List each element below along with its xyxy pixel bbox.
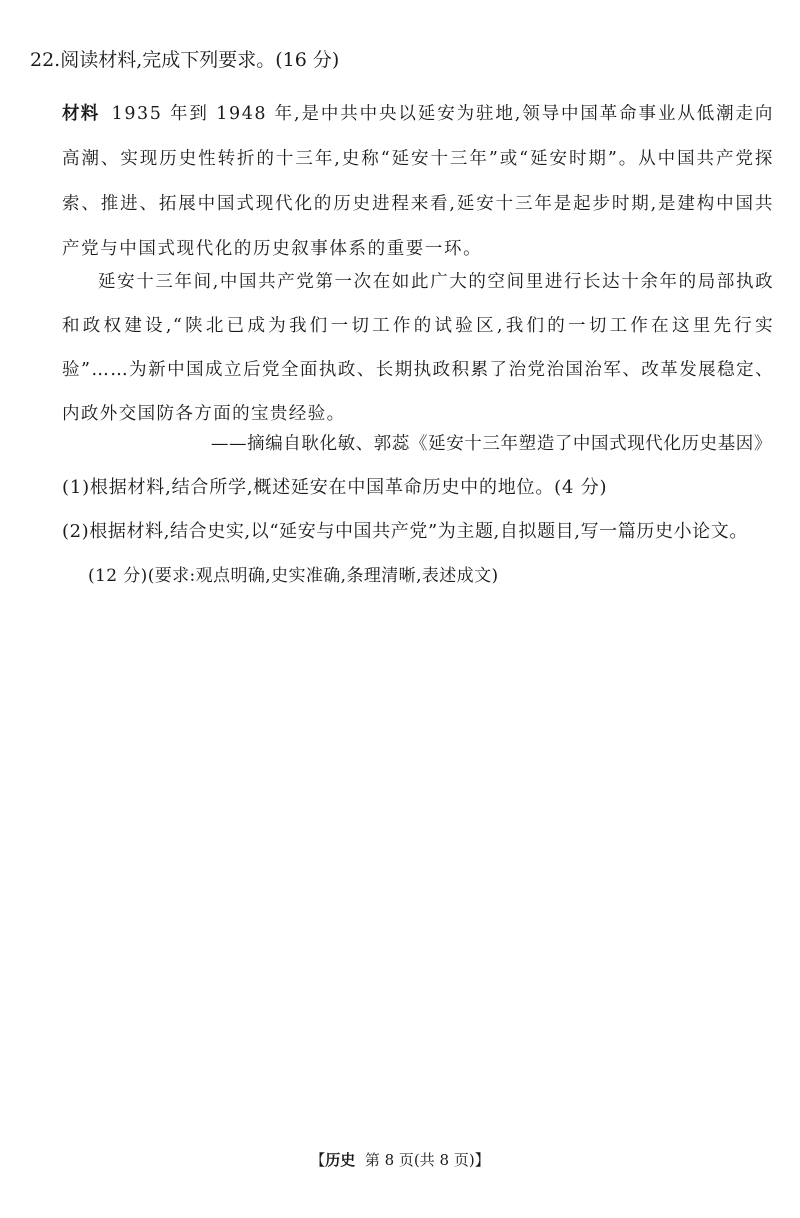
footer-close-bracket: 】 (474, 1151, 490, 1169)
material-paragraph-1-text: 1935 年到 1948 年,是中共中央以延安为驻地,领导中国革命事业从低潮走向高潮、实现历史性转折的十三年,史称“延安十三年”或“延安时期”。从中国共产党探索、推进、拓展中国式现代化的历史进程来看,延安十三年是起步时期,是建构中国共产党与中国式现代化的历史叙事体系的重要一环。 (62, 104, 775, 259)
page-footer (0, 1148, 800, 1172)
material-paragraph-1 (62, 92, 774, 272)
material-label: 材料 (62, 104, 100, 124)
material-source: ——摘编自耿化敏、郭蕊《延安十三年塑造了中国式现代化历史基因》 (210, 434, 772, 454)
subquestion-2-requirements: (12 分)(要求:观点明确,史实准确,条理清晰,表述成文) (88, 566, 499, 586)
subquestion-2: (2)根据材料,结合史实,以“延安与中国共产党”为主题,自拟题目,写一篇历史小论文。 (62, 521, 748, 542)
footer-open-bracket: 【 (310, 1151, 326, 1169)
footer-subject: 历史 (325, 1151, 356, 1169)
material-paragraph-2: 延安十三年间,中国共产党第一次在如此广大的空间里进行长达十余年的局部执政和政权建设,“陕北已成为我们一切工作的试验区,我们的一切工作在这里先行实验”……为新中国成立后党全面执政、长期执政积累了治党治国治军、改革发展稳定、内政外交国防各方面的宝贵经验。 (62, 272, 774, 424)
footer-page-info: 第 8 页(共 8 页) (364, 1151, 475, 1169)
subquestion-1: (1)根据材料,结合所学,概述延安在中国革命历史中的地位。(4 分) (62, 477, 608, 498)
question-title: 22.阅读材料,完成下列要求。(16 分) (30, 49, 340, 71)
